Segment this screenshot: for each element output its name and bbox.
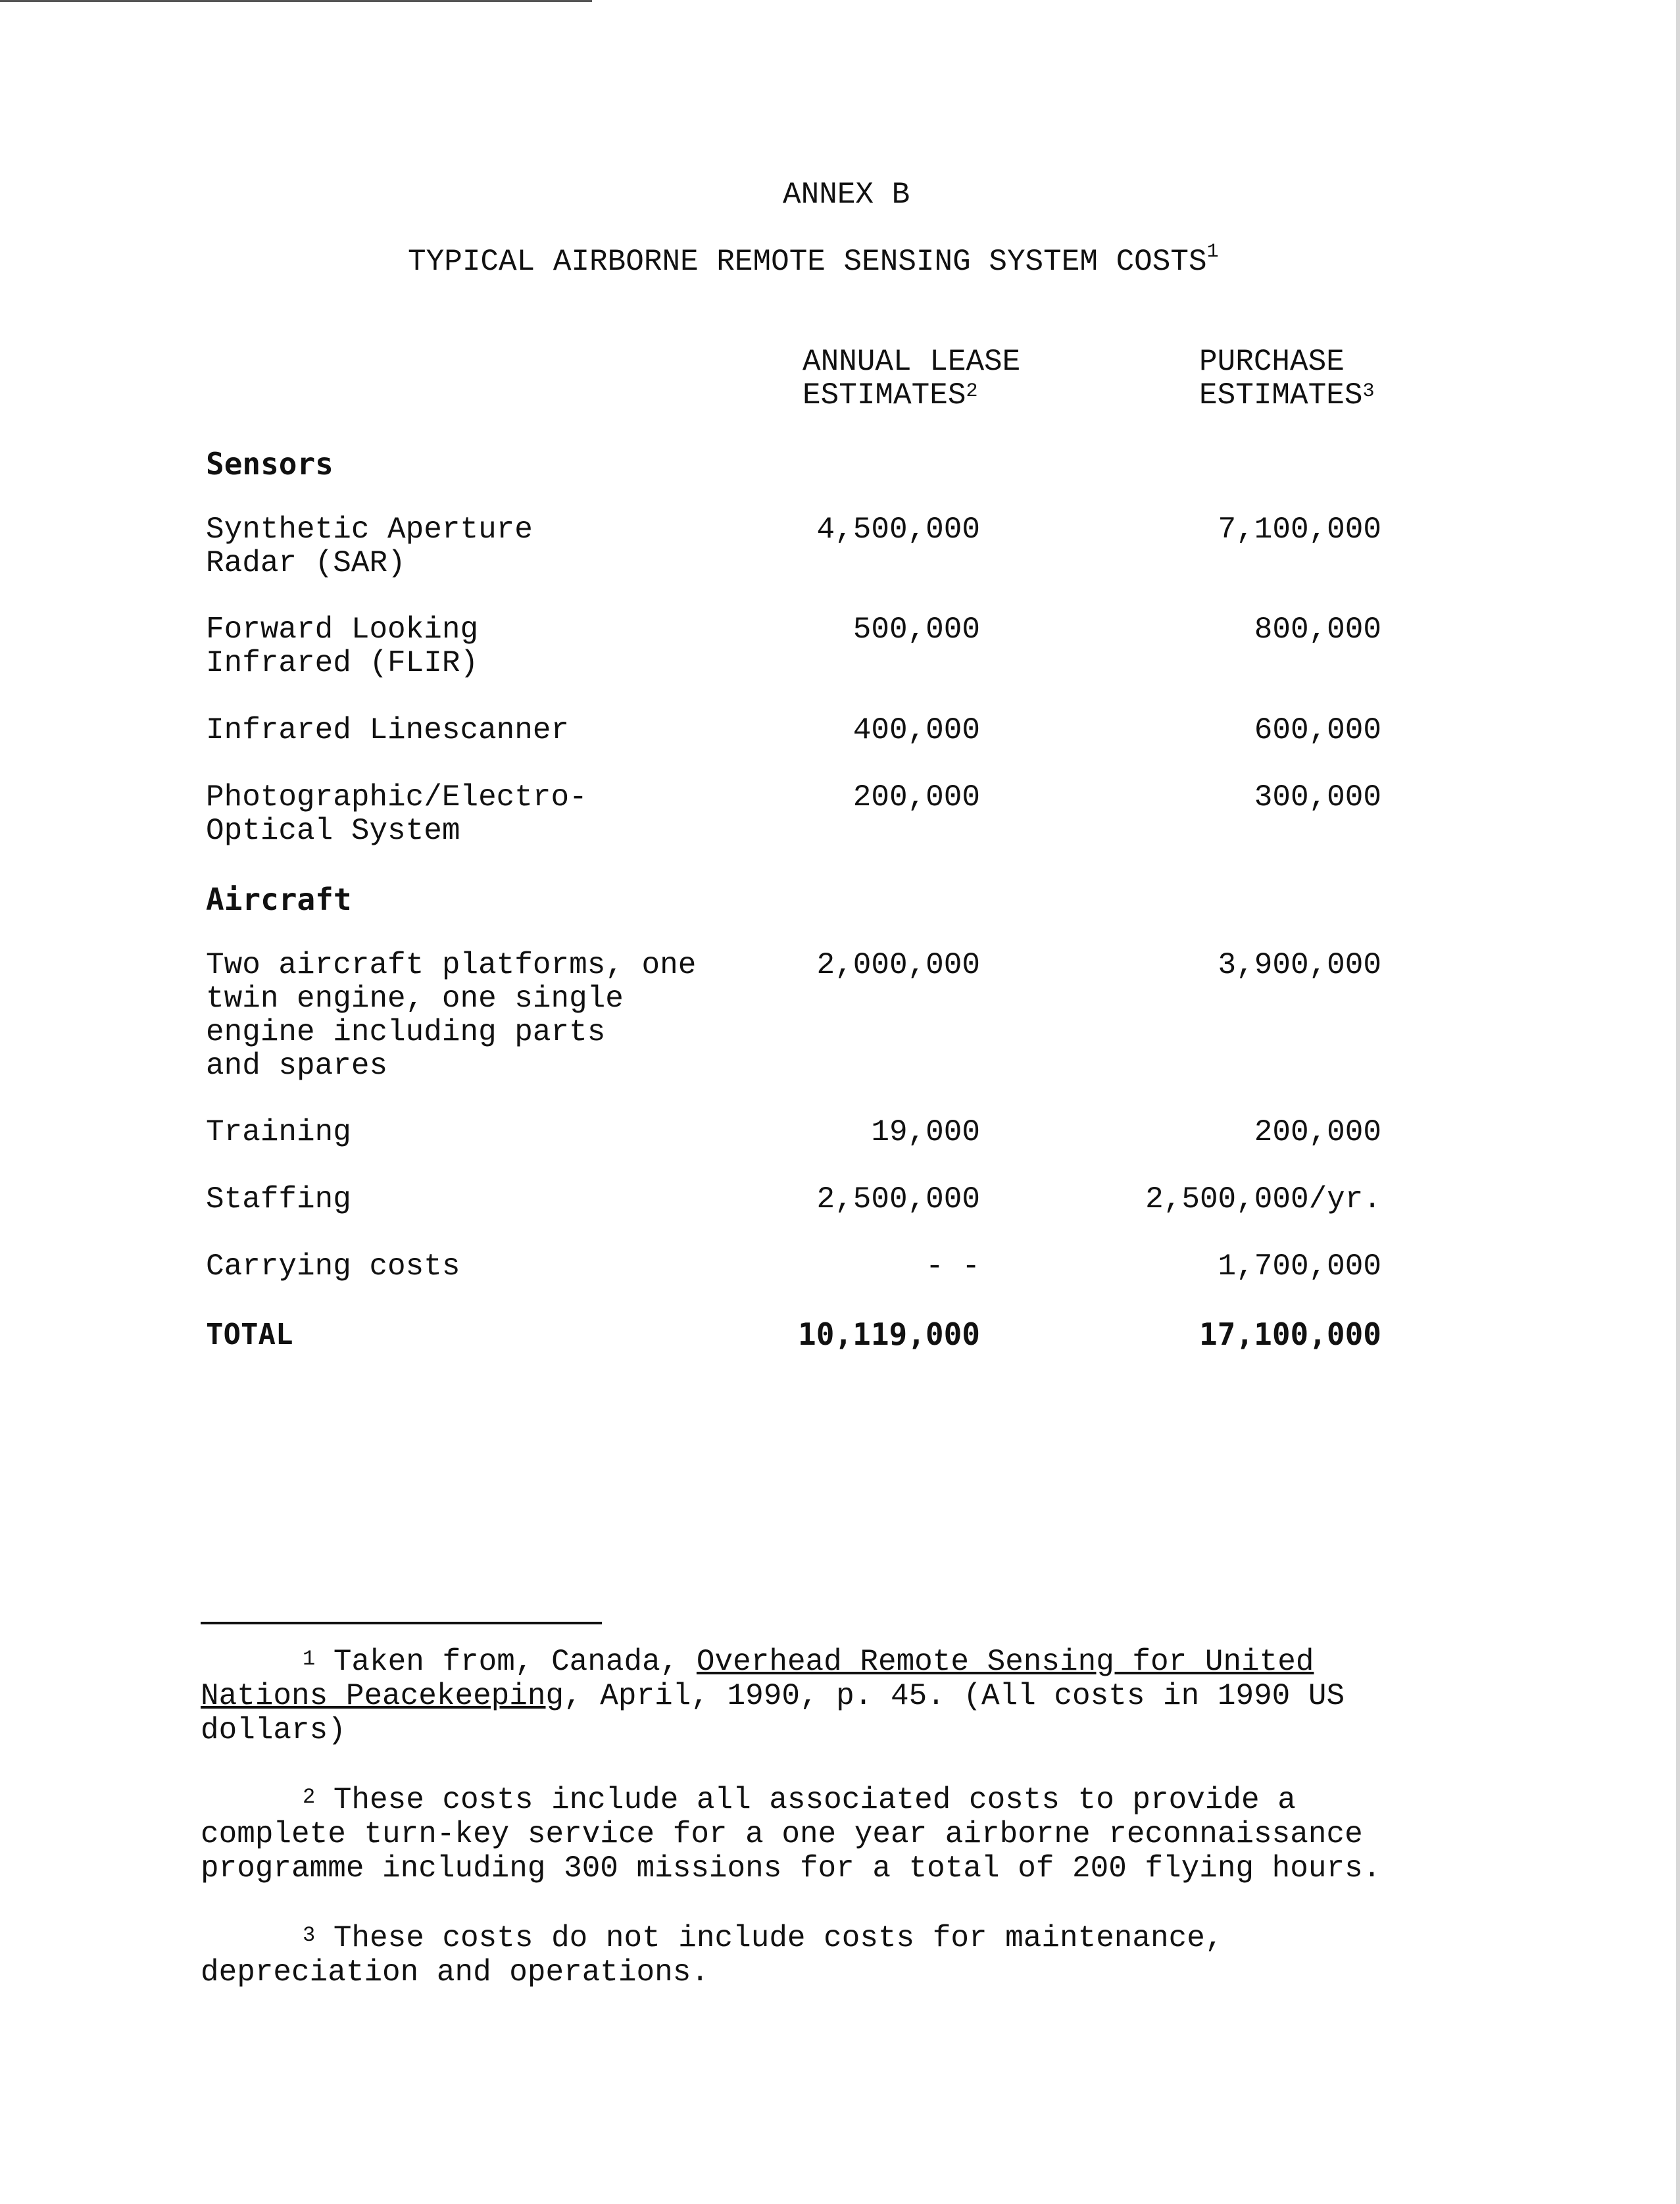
- footnote-number: 3: [303, 1923, 316, 1947]
- column-header-purchase: PURCHASE ESTIMATES$^3$: [1199, 345, 1375, 413]
- purchase-value: 300,000: [1254, 780, 1381, 814]
- total-label: TOTAL: [206, 1318, 293, 1351]
- footnote-number: 1: [303, 1647, 316, 1671]
- lease-value: 2,500,000: [816, 1182, 980, 1216]
- document-title: TYPICAL AIRBORNE REMOTE SENSING SYSTEM COSTS$^1$: [408, 241, 1219, 279]
- source-title: Overhead Remote Sensing for United: [696, 1645, 1314, 1679]
- footnote-2: $^2$ These costs include all associated costs to provide a complete turn-key service for a one year airborne reconnaissance programme including 300 missions for a total of 200 flying hours.: [201, 1783, 1381, 1886]
- lease-value: 400,000: [852, 713, 980, 747]
- row-label: Photographic/Electro- Optical System: [206, 780, 587, 848]
- purchase-value: 3,900,000: [1218, 948, 1381, 982]
- footnote-3: $^3$ These costs do not include costs for maintenance, depreciation and operations.: [201, 1921, 1223, 1990]
- purchase-value: 1,700,000: [1218, 1249, 1381, 1284]
- source-title-cont: Nations Peacekeeping: [201, 1679, 564, 1713]
- title-footnote-ref: 1: [1206, 241, 1219, 263]
- section-heading-sensors: Sensors: [206, 446, 334, 482]
- purchase-value: 200,000: [1254, 1115, 1381, 1149]
- scan-edge-shadow: [1676, 0, 1680, 2204]
- footnote-number: 2: [303, 1785, 316, 1809]
- lease-value: 500,000: [852, 613, 980, 647]
- row-label: Two aircraft platforms, one twin engine, one single engine including parts and spares: [206, 948, 697, 1083]
- lease-value: 2,000,000: [816, 948, 980, 982]
- row-label: Synthetic Aperture Radar (SAR): [206, 513, 533, 580]
- purchase-value: 2,500,000/yr.: [1145, 1182, 1381, 1216]
- total-lease-value: 10,119,000: [798, 1316, 980, 1352]
- purchase-value: 7,100,000: [1218, 513, 1381, 547]
- section-heading-aircraft: Aircraft: [206, 882, 352, 917]
- purchase-value: 800,000: [1254, 613, 1381, 647]
- purchase-value: 600,000: [1254, 713, 1381, 747]
- column-header-lease: ANNUAL LEASE ESTIMATES$^2$: [803, 345, 1021, 413]
- lease-footnote-ref: 2: [966, 380, 978, 403]
- total-purchase-value: 17,100,000: [1199, 1316, 1381, 1352]
- lease-value: 19,000: [871, 1115, 980, 1149]
- annex-label: ANNEX B: [783, 178, 910, 212]
- lease-value: 4,500,000: [816, 513, 980, 547]
- footnote-separator: [201, 1622, 602, 1624]
- scan-edge-line: [0, 0, 592, 2]
- row-label: Carrying costs: [206, 1249, 460, 1284]
- row-label: Training: [206, 1115, 351, 1149]
- purchase-footnote-ref: 3: [1362, 380, 1375, 403]
- row-label: Forward Looking Infrared (FLIR): [206, 613, 479, 680]
- footnote-1: $^1$ Taken from, Canada, Overhead Remote Sensing for United Nations Peacekeeping, April, 1990, p. 45. (All costs in 1990 US dollars): [201, 1645, 1345, 1747]
- lease-value: 200,000: [852, 780, 980, 814]
- row-label: Staffing: [206, 1182, 351, 1216]
- lease-value: - -: [926, 1249, 980, 1284]
- row-label: Infrared Linescanner: [206, 713, 570, 747]
